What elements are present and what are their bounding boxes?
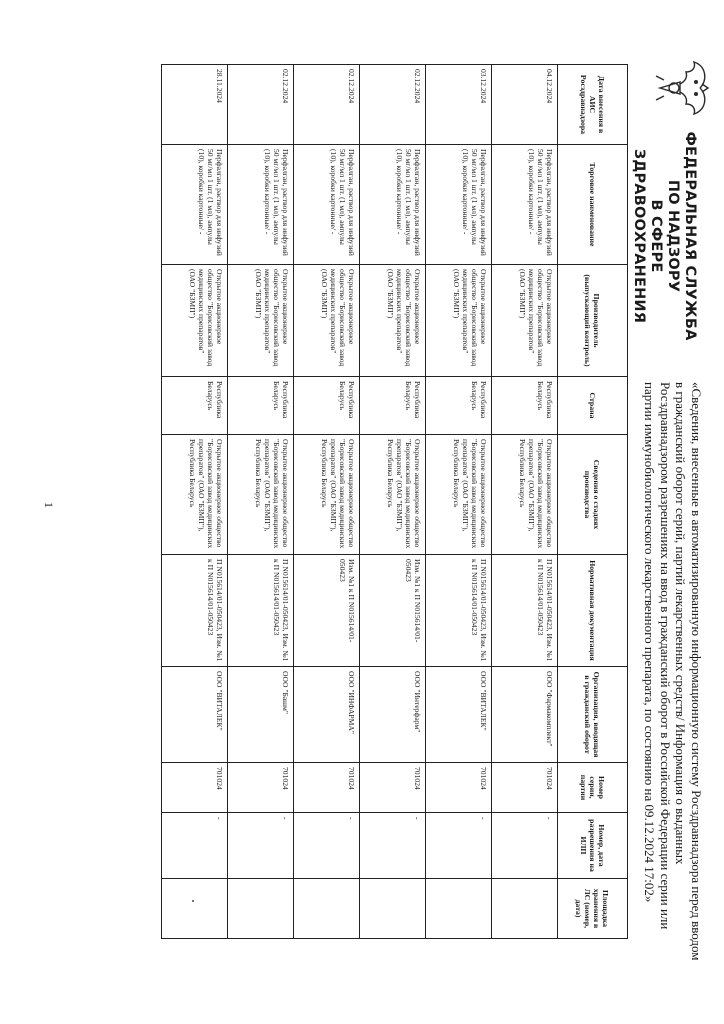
column-header: Нормативная документация: [558, 555, 628, 667]
cell-manufacturer: Открытое акционерное общество "Борисовский завод медицинских препаратов" (ОАО "БЗМП"): [228, 265, 294, 377]
agency-name-line1: ФЕДЕРАЛЬНАЯ СЛУЖБА ПО НАДЗОРУ: [665, 131, 698, 341]
cell-country: Республика Беларусь: [426, 377, 492, 435]
cell-date: 28.11.2024: [162, 65, 228, 145]
cell-country: Республика Беларусь: [162, 377, 228, 435]
cell-permit: -: [294, 813, 360, 879]
cell-normative-doc: Изм. №1 к П N015614/01-050423: [294, 555, 360, 667]
table-row: [360, 65, 426, 939]
cell-organization: ООО "ВИТАЛЕК": [426, 667, 492, 763]
cell-organization: ООО "Интерфарм": [360, 667, 426, 763]
agency-name: [630, 126, 698, 346]
column-header: Сведения о стадиях производства: [558, 435, 628, 555]
cell-normative-doc: П N015614/01-050423, Изм. №1 к П N015614/01-050423: [492, 555, 558, 667]
cell-lot-number: 701024: [228, 763, 294, 813]
table-row: [162, 65, 228, 939]
table-row: [228, 65, 294, 939]
cell-normative-doc: П N015614/01-050423, Изм. №1 к П N015614/01-050423: [162, 555, 228, 667]
cell-production-stages: Открытое акционерное общество "Борисовский завод медицинских препаратов" (ОАО "БЗМП"), Республика Беларусь: [492, 435, 558, 555]
cell-permit: -: [360, 813, 426, 879]
cell-trade-name: Перфалган, раствор для инфузий 50 мг/мл 1 шт. (1 мл), ампулы (10), коробки картонные/ -: [426, 145, 492, 265]
cell-lot-number: 701024: [426, 763, 492, 813]
table-header-row: [558, 65, 628, 939]
cell-organization: ООО "ИНФАРМА": [294, 667, 360, 763]
column-header: Номер серии, партии: [558, 763, 628, 813]
cell-country: Республика Беларусь: [492, 377, 558, 435]
cell-storage: [228, 879, 294, 939]
cell-production-stages: Открытое акционерное общество "Борисовский завод медицинских препаратов" (ОАО "БЗМП"), Республика Беларусь: [294, 435, 360, 555]
cell-organization: ООО "ВИТАЛЕК": [162, 667, 228, 763]
table-row: [294, 65, 360, 939]
cell-trade-name: Перфалган, раствор для инфузий 50 мг/мл 1 шт. (1 мл), ампулы (10), коробки картонные/ -: [228, 145, 294, 265]
cell-permit: -: [426, 813, 492, 879]
cell-storage: [426, 879, 492, 939]
cell-manufacturer: Открытое акционерное общество "Борисовский завод медицинских препаратов" (ОАО "БЗМП"): [360, 265, 426, 377]
cell-trade-name: Перфалган, раствор для инфузий 50 мг/мл 1 шт. (1 мл), ампулы (10), коробки картонные/ -: [294, 145, 360, 265]
column-header: Производитель (выпускающий контроль): [558, 265, 628, 377]
cell-normative-doc: П N015614/01-050423, Изм. №1 к П N015614/01-050423: [228, 555, 294, 667]
cell-manufacturer: Открытое акционерное общество "Борисовский завод медицинских препаратов" (ОАО "БЗМП"): [426, 265, 492, 377]
column-header: Страна: [558, 377, 628, 435]
scan-speck: [192, 900, 194, 902]
page-number: 1: [42, 502, 56, 508]
records-table: [161, 64, 628, 939]
table-row: [426, 65, 492, 939]
cell-date: 02.12.2024: [228, 65, 294, 145]
cell-manufacturer: Открытое акционерное общество "Борисовский завод медицинских препаратов" (ОАО "БЗМП"): [492, 265, 558, 377]
cell-manufacturer: Открытое акционерное общество "Борисовский завод медицинских препаратов" (ОАО "БЗМП"): [162, 265, 228, 377]
cell-organization: ООО "Башм": [228, 667, 294, 763]
cell-trade-name: Перфалган, раствор для инфузий 50 мг/мл 1 шт. (1 мл), ампулы (10), коробки картонные/ -: [360, 145, 426, 265]
cell-country: Республика Беларусь: [228, 377, 294, 435]
column-header: Торговое наименование: [558, 145, 628, 265]
column-header: Площадка хранения в ЛС (номер, дата): [558, 879, 628, 939]
cell-lot-number: 701024: [360, 763, 426, 813]
cell-manufacturer: Открытое акционерное общество "Борисовский завод медицинских препаратов" (ОАО "БЗМП"): [294, 265, 360, 377]
cell-permit: -: [162, 813, 228, 879]
cell-production-stages: Открытое акционерное общество "Борисовский завод медицинских препаратов" (ОАО "БЗМП"), Республика Беларусь: [162, 435, 228, 555]
cell-production-stages: Открытое акционерное общество "Борисовский завод медицинских препаратов" (ОАО "БЗМП"), Республика Беларусь: [426, 435, 492, 555]
cell-date: 02.12.2024: [294, 65, 360, 145]
document-title: «Сведения, внесенные в автоматизированную информационную систему Росздравнадзора перед вводом в гражданский оборот серий, партий лекарственных средств/ Информация о выданных Росздравнадзором разрешениях на ввод в гражданский оборот в Российской Федерации серии или партии иммунобиологического лекарственного препарата, по состоянию на 09.12.2024 17:02»: [642, 382, 704, 961]
agency-name-line2: В СФЕРЕ ЗДРАВООХРАНЕНИЯ: [631, 148, 664, 324]
cell-permit: -: [228, 813, 294, 879]
cell-date: 02.12.2024: [360, 65, 426, 145]
cell-date: 03.12.2024: [426, 65, 492, 145]
cell-trade-name: Перфалган, раствор для инфузий 50 мг/мл 1 шт. (1 мл), ампулы (10), коробки картонные/ -: [492, 145, 558, 265]
cell-normative-doc: Изм. №1 к П N015614/01-050423: [360, 555, 426, 667]
cell-lot-number: 701024: [492, 763, 558, 813]
cell-date: 04.12.2024: [492, 65, 558, 145]
cell-country: Республика Беларусь: [294, 377, 360, 435]
cell-trade-name: Перфалган, раствор для инфузий 50 мг/мл 1 шт. (1 мл), ампулы (10), коробки картонные/ -: [162, 145, 228, 265]
column-header: Дата внесения в АИС Росздравнадзора: [558, 65, 628, 145]
column-header: Номер, дата разрешения на ИЛП: [558, 813, 628, 879]
cell-permit: -: [492, 813, 558, 879]
cell-storage: [360, 879, 426, 939]
cell-production-stages: Открытое акционерное общество "Борисовский завод медицинских препаратов" (ОАО "БЗМП"), Республика Беларусь: [228, 435, 294, 555]
cell-storage: [162, 879, 228, 939]
cell-storage: [492, 879, 558, 939]
cell-lot-number: 701024: [162, 763, 228, 813]
table-row: [492, 65, 558, 939]
cell-production-stages: Открытое акционерное общество "Борисовский завод медицинских препаратов" (ОАО "БЗМП"), Республика Беларусь: [360, 435, 426, 555]
cell-lot-number: 701024: [294, 763, 360, 813]
column-header: Организация, вводящая в гражданский оборот: [558, 667, 628, 763]
eagle-emblem-icon: [654, 58, 710, 118]
cell-country: Республика Беларусь: [360, 377, 426, 435]
cell-storage: [294, 879, 360, 939]
cell-organization: ООО "Фармакомплект": [492, 667, 558, 763]
cell-normative-doc: П N015614/01-050423, Изм. №1 к П N015614/01-050423: [426, 555, 492, 667]
